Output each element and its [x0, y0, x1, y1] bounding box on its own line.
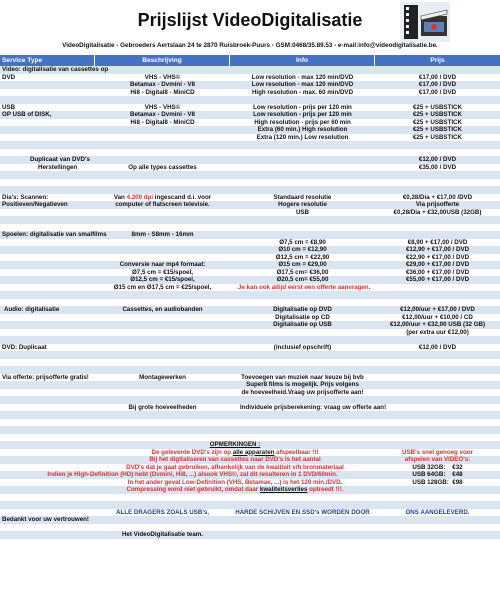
table-row	[0, 276, 500, 284]
info-cell: Low resolution - max 120 min/DVD	[251, 81, 354, 89]
price-cell: €12,00 / DVD	[418, 343, 457, 351]
description-cell: 8mm - S8mm - 16mm	[131, 231, 194, 239]
price-cell: €55,00 + €17,00 / DVD	[405, 276, 470, 284]
table-row	[0, 464, 500, 472]
description-cell: Ø15 cm en Ø17,5 cm = €25/spoel,	[113, 283, 212, 291]
table-row	[0, 164, 500, 172]
table-row	[0, 299, 500, 307]
service-label: Herstellingen	[38, 163, 78, 171]
description-cell: computer of flatscreen televisie.	[115, 201, 210, 209]
price-cell: €29,00 + €17,00 / DVD	[405, 261, 470, 269]
usb-note: USB's snel genoeg voor	[402, 448, 473, 456]
table-row	[0, 486, 500, 494]
service-label: Audio: digitalisatie	[4, 306, 60, 314]
table-row	[0, 411, 500, 419]
description-cell: Hi8 - Digital8 - MiniCD	[130, 118, 195, 126]
note-line: Compressing word niet gebruikt, omdat daar kwaliteitsverlies optreedt !!!.	[126, 486, 344, 494]
table-row	[0, 419, 500, 427]
table-row	[0, 531, 500, 539]
table-row	[0, 501, 500, 509]
info-cell: Standaard resolutie	[273, 193, 332, 201]
description-cell: Betamax - Dvmini - V8	[130, 81, 195, 89]
table-row	[0, 456, 500, 464]
table-row	[0, 81, 500, 89]
info-cell: Extra (120 min.) Low resolution	[256, 133, 349, 141]
table-row	[0, 441, 500, 449]
service-label: Duplicaat van DVD's	[30, 156, 90, 164]
table-row	[0, 449, 500, 457]
info-cell: Super8 films is mogelijk. Prijs volgens	[246, 381, 359, 389]
service-label: Via offerte: prijsofferte gratis!	[2, 373, 89, 381]
table-row	[0, 366, 500, 374]
table-row	[0, 434, 500, 442]
price-cell: €12,00 / DVD	[418, 156, 457, 164]
footer-note: HARDE SCHIJVEN EN SSD's WORDEN DOOR	[235, 508, 370, 516]
header-price: Prijs	[430, 57, 445, 64]
service-label: Video: digitalisatie van cassettes op	[2, 66, 109, 74]
info-cell: Ø17,5 cm= €36,00	[276, 268, 329, 276]
price-cell: (per extra uur €12,00)	[406, 328, 469, 336]
table-row	[0, 89, 500, 97]
service-label: DVD	[2, 73, 16, 81]
service-label: Positieven/Negatieven	[2, 201, 68, 209]
description-cell: Cassettes, en audiobanden	[122, 306, 203, 314]
note-line: DVD's dat je gaat gebruiken, afhankelijk van de kwaliteit v/h bronmateriaal	[126, 463, 344, 471]
table-row	[0, 261, 500, 269]
price-cell: €36,00 + €17,00 / DVD	[405, 268, 470, 276]
info-cell: de hoeveelheid.Vraag uw prijsofferte aan!	[241, 388, 364, 396]
usb-price: USB 32GB: €32	[412, 463, 463, 471]
table-row	[0, 209, 500, 217]
price-cell: €25 + USBSTICK	[412, 111, 462, 119]
table-row	[0, 524, 500, 532]
table-row	[0, 74, 500, 82]
description-cell: VHS - VHS©	[144, 103, 181, 111]
table-row	[0, 396, 500, 404]
info-cell: Digitalisatie op CD	[275, 313, 330, 321]
service-label: DVD: Duplicaat	[2, 343, 47, 351]
table-row	[0, 284, 500, 292]
notes-title: OPMERKINGEN :	[209, 441, 261, 449]
table-row	[0, 201, 500, 209]
table-row	[0, 194, 500, 202]
price-cell: €0,28/Dia + €32,00USB (32GB)	[393, 208, 482, 216]
price-cell: €25 + USBSTICK	[412, 126, 462, 134]
info-cell: High resolution - max. 60 min/DVD	[251, 88, 354, 96]
table-row	[0, 351, 500, 359]
info-cell: Low resolution - max 120 min/DVD	[251, 73, 354, 81]
footer-note: ONS AANGELEVERD.	[405, 508, 470, 516]
usb-note: afspelen van VIDEO's:	[404, 456, 471, 464]
price-cell: €12,00/uur + €32,00 USB (32 GB)	[389, 321, 486, 329]
table-row	[0, 291, 500, 299]
info-cell: Digitalisatie op USB	[273, 321, 332, 329]
service-label: OP USB of DISK,	[2, 111, 52, 119]
info-cell: Individuele prijsberekening: vraag uw offerte aan!	[240, 403, 387, 411]
info-cell: USB	[295, 208, 310, 216]
table-row	[0, 171, 500, 179]
description-cell: Op alle types cassettes	[128, 163, 197, 171]
table-row	[0, 314, 500, 322]
description-cell: Bij grote hoeveelheden	[128, 403, 197, 411]
table-row	[0, 96, 500, 104]
note-line: Bij het digitaliseren van cassettes naar DVD's is het aantal	[149, 456, 321, 464]
table-row	[0, 66, 500, 74]
table-row	[0, 516, 500, 524]
table-row	[0, 344, 500, 352]
info-cell: Ø12,5 cm = €22,90	[275, 253, 330, 261]
price-cell: €25 + USBSTICK	[412, 118, 462, 126]
table-row	[0, 231, 500, 239]
film-clapper-logo	[400, 2, 450, 42]
price-cell: €12,00/uur + €10,00 / CD	[402, 313, 473, 321]
price-cell: €35,00 / DVD	[418, 163, 457, 171]
info-cell: Low resolution - prijs per 120 min	[253, 111, 352, 119]
info-cell: (inclusief opschrift)	[273, 343, 332, 351]
price-cell: €12,90 + €17,00 / DVD	[405, 246, 470, 254]
page-title: Prijslijst VideoDigitalisatie	[137, 10, 363, 30]
offer-note: Je kan ook altijd eerst een offerte aanvragen.	[238, 283, 371, 291]
table-row	[0, 404, 500, 412]
price-cell: €17,00 / DVD	[418, 73, 457, 81]
description-cell: Conversie naar mp4 formaat:	[119, 261, 206, 269]
description-cell: Hi8 - Digital8 - MiniCD	[130, 88, 195, 96]
table-row	[0, 186, 500, 194]
usb-price: USB 64GB: €48	[412, 471, 463, 479]
info-cell: Low resolution - prijs per 120 min	[253, 103, 352, 111]
table-row	[0, 134, 500, 142]
price-cell: €25 + USBSTICK	[412, 103, 462, 111]
table-row	[0, 104, 500, 112]
price-cell: €17,00 / DVD	[418, 81, 457, 89]
table-row	[0, 471, 500, 479]
table-row	[0, 329, 500, 337]
table-row	[0, 239, 500, 247]
description-cell: VHS - VHS©	[144, 73, 181, 81]
description-cell: Ø12,5 cm = €15/spoel,	[130, 276, 195, 284]
table-row	[0, 111, 500, 119]
table-row	[0, 216, 500, 224]
info-cell: Ø20,5 cm= €55,00	[276, 276, 329, 284]
table-row	[0, 149, 500, 157]
description-cell: Ø7,5 cm = €15/spoel,	[131, 268, 194, 276]
table-row	[0, 269, 500, 277]
note-line: In het ander geval Low-Definition (VHS, Betamax, ...) is het 120 min./DVD.	[127, 478, 343, 486]
header-info: Info	[230, 55, 375, 66]
usb-price: USB 128GB: €98	[412, 478, 463, 486]
header-description: Beschrijving	[95, 55, 230, 66]
price-cell: Via prijsofferte	[415, 201, 460, 209]
table-row	[0, 494, 500, 502]
service-label: Spoelen: digitalisatie van smalfilms	[2, 231, 107, 239]
table-row	[0, 246, 500, 254]
table-row	[0, 306, 500, 314]
description-cell: Montagewerken	[139, 373, 186, 381]
price-cell: €22,90 + €17,00 / DVD	[405, 253, 470, 261]
table-row	[0, 479, 500, 487]
thanks-text: Bedankt voor uw vertrouwen!	[2, 516, 89, 524]
table-row	[0, 381, 500, 389]
table-row	[0, 336, 500, 344]
table-row	[0, 141, 500, 149]
table-row	[0, 179, 500, 187]
table-row	[0, 156, 500, 164]
info-cell: Digitalisatie op DVD	[273, 306, 332, 314]
info-cell: Ø10 cm = €12,90	[278, 246, 327, 254]
info-cell: Extra (60 min.) High resolution	[257, 126, 348, 134]
table-row	[0, 374, 500, 382]
description-cell: Van 4.200 dpi ingescand d.i. voor	[113, 193, 212, 201]
team-signature: Het VideoDigitalisatie team.	[121, 531, 204, 539]
service-label: USB	[2, 103, 16, 111]
info-cell: Toevoegen van muziek naar keuze bij bvb	[241, 373, 364, 381]
table-row	[0, 509, 500, 517]
info-cell: Ø15 cm = €29,00	[278, 261, 327, 269]
footer-note: ALLE DRAGERS ZOALS USB's,	[116, 508, 209, 516]
description-cell: Betamax - Dvmini - V8	[130, 111, 195, 119]
price-table	[0, 55, 500, 539]
company-address: VideoDigitalisatie - Gebroeders Aertslaan 24 te 2870 Ruisbroek-Puurs - GSM:0468/35.89.53 - e-mail:info@videodigitalisatie.be.	[62, 42, 438, 49]
note-line: Indien je High-Definition (HD) hebt (Dvmini, Hi8, ...) alsook VHS©, zal dit resulteren in 1 DVD/60min.	[47, 471, 338, 479]
table-row	[0, 224, 500, 232]
note-line: De geleverde DVD's zijn op alle apparaten afspeelbaar !!!	[151, 448, 319, 456]
table-row	[0, 321, 500, 329]
table-row	[0, 359, 500, 367]
price-cell: €25 + USBSTICK	[412, 133, 462, 141]
info-cell: Ø7,5 cm = €8,90	[279, 238, 326, 246]
table-row	[0, 254, 500, 262]
table-header	[0, 55, 500, 66]
service-label: Dia's: Scannen:	[2, 193, 49, 201]
header-service-type: Service Type	[0, 55, 95, 66]
table-row	[0, 119, 500, 127]
price-cell: €0,28/Dia + €17,00 /DVD	[402, 193, 473, 201]
table-row	[0, 426, 500, 434]
price-cell: €12,00/uur + €17,00 / DVD	[400, 306, 475, 314]
info-cell: Hogere resolutie	[278, 201, 327, 209]
price-cell: €17,00 / DVD	[418, 88, 457, 96]
table-row	[0, 126, 500, 134]
price-cell: €8,90 + €17,00 / DVD	[407, 238, 468, 246]
table-row	[0, 389, 500, 397]
info-cell: High resolution - prijs per 60 min	[254, 118, 351, 126]
